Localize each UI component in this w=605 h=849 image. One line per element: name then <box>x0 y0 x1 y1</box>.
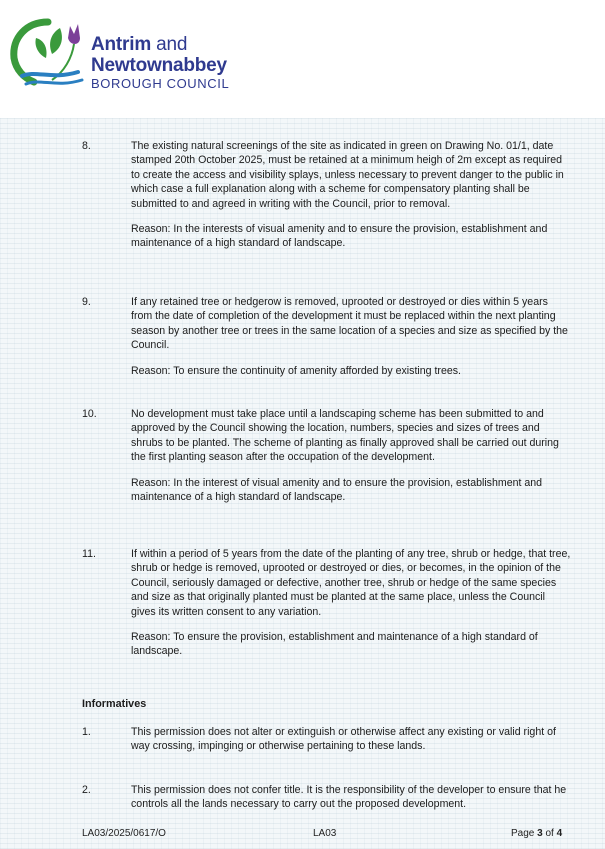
letterhead <box>0 0 605 118</box>
informative-text: This permission does not alter or extinguish or otherwise affect any existing or valid right of way crossing, impinging or otherwise pertaining to these lands. <box>131 726 556 753</box>
condition-text: The existing natural screenings of the site as indicated in green on Drawing No. 01/1, date stamped 20th October 2025, must be retained at a minimum heigh of 2m except as required to create the access and visibility splays, unless necessary to prevent danger to the public in which case a full explanation along with a scheme for compensatory planting shall be submitted to and agreed in writing with the Council, prior to removal. <box>131 140 564 210</box>
current-page: 3 <box>537 828 543 839</box>
condition-reason: Reason: To ensure the provision, establishment and maintenance of a high standard of landscape. <box>131 631 538 658</box>
informatives-heading: Informatives <box>82 698 147 710</box>
informative-number: 2. <box>82 784 91 796</box>
condition-reason: Reason: In the interests of visual amenity and to ensure the provision, establishment and maintenance of a high standard of landscape. <box>131 223 548 250</box>
logo-word-newtownabbey: Newtownabbey <box>91 55 227 76</box>
informative-text: This permission does not confer title. It is the responsibility of the developer to ensure that he controls all the lands necessary to carry out the proposed development. <box>131 784 567 811</box>
logo-word-antrim: Antrim <box>91 34 152 55</box>
condition-text: No development must take place until a landscaping scheme has been submitted to and approved by the Council showing the location, numbers, species and sizes of trees and shrubs to be planted. The scheme of planting as finally approved shall be carried out during the first planting season after the occupation of the development. <box>131 408 559 464</box>
footer-office-code: LA03 <box>313 828 337 839</box>
condition-text: If within a period of 5 years from the date of the planting of any tree, shrub or hedge, that tree, shrub or hedge is removed, uprooted or destroyed or dies, or becomes, in the opinion of the Council, seriously damaged or defective, another tree, shrub or hedge of the same species and size as that originally planted must be planted at the same place, unless the Council gives its written consent to any variation. <box>131 548 571 618</box>
condition-reason: Reason: In the interest of visual amenity and to ensure the provision, establishment and maintenance of a high standard of landscape. <box>131 476 543 504</box>
condition-number: 11. <box>82 548 96 560</box>
informative-number: 1. <box>82 726 91 738</box>
condition-number: 10. <box>82 408 97 420</box>
condition-number: 9. <box>82 296 91 308</box>
footer-reference: LA03/2025/0617/O <box>82 828 166 839</box>
council-logo-icon <box>8 18 90 90</box>
condition-number: 8. <box>82 140 91 152</box>
logo-word-and: and <box>156 34 188 55</box>
logo-borough-council: BOROUGH COUNCIL <box>91 76 230 91</box>
total-pages: 4 <box>556 828 563 839</box>
condition-text: If any retained tree or hedgerow is removed, uprooted or destroyed or dies within 5 years from the date of completion of the development it must be replaced within the next planting season by another tree or trees in the same location of a species and size as specified by the Council. <box>131 296 568 352</box>
footer-page-number: Page 3 of 4 <box>511 828 563 839</box>
condition-reason: Reason: To ensure the continuity of amenity afforded by existing trees. <box>131 364 461 377</box>
council-name <box>91 34 229 91</box>
